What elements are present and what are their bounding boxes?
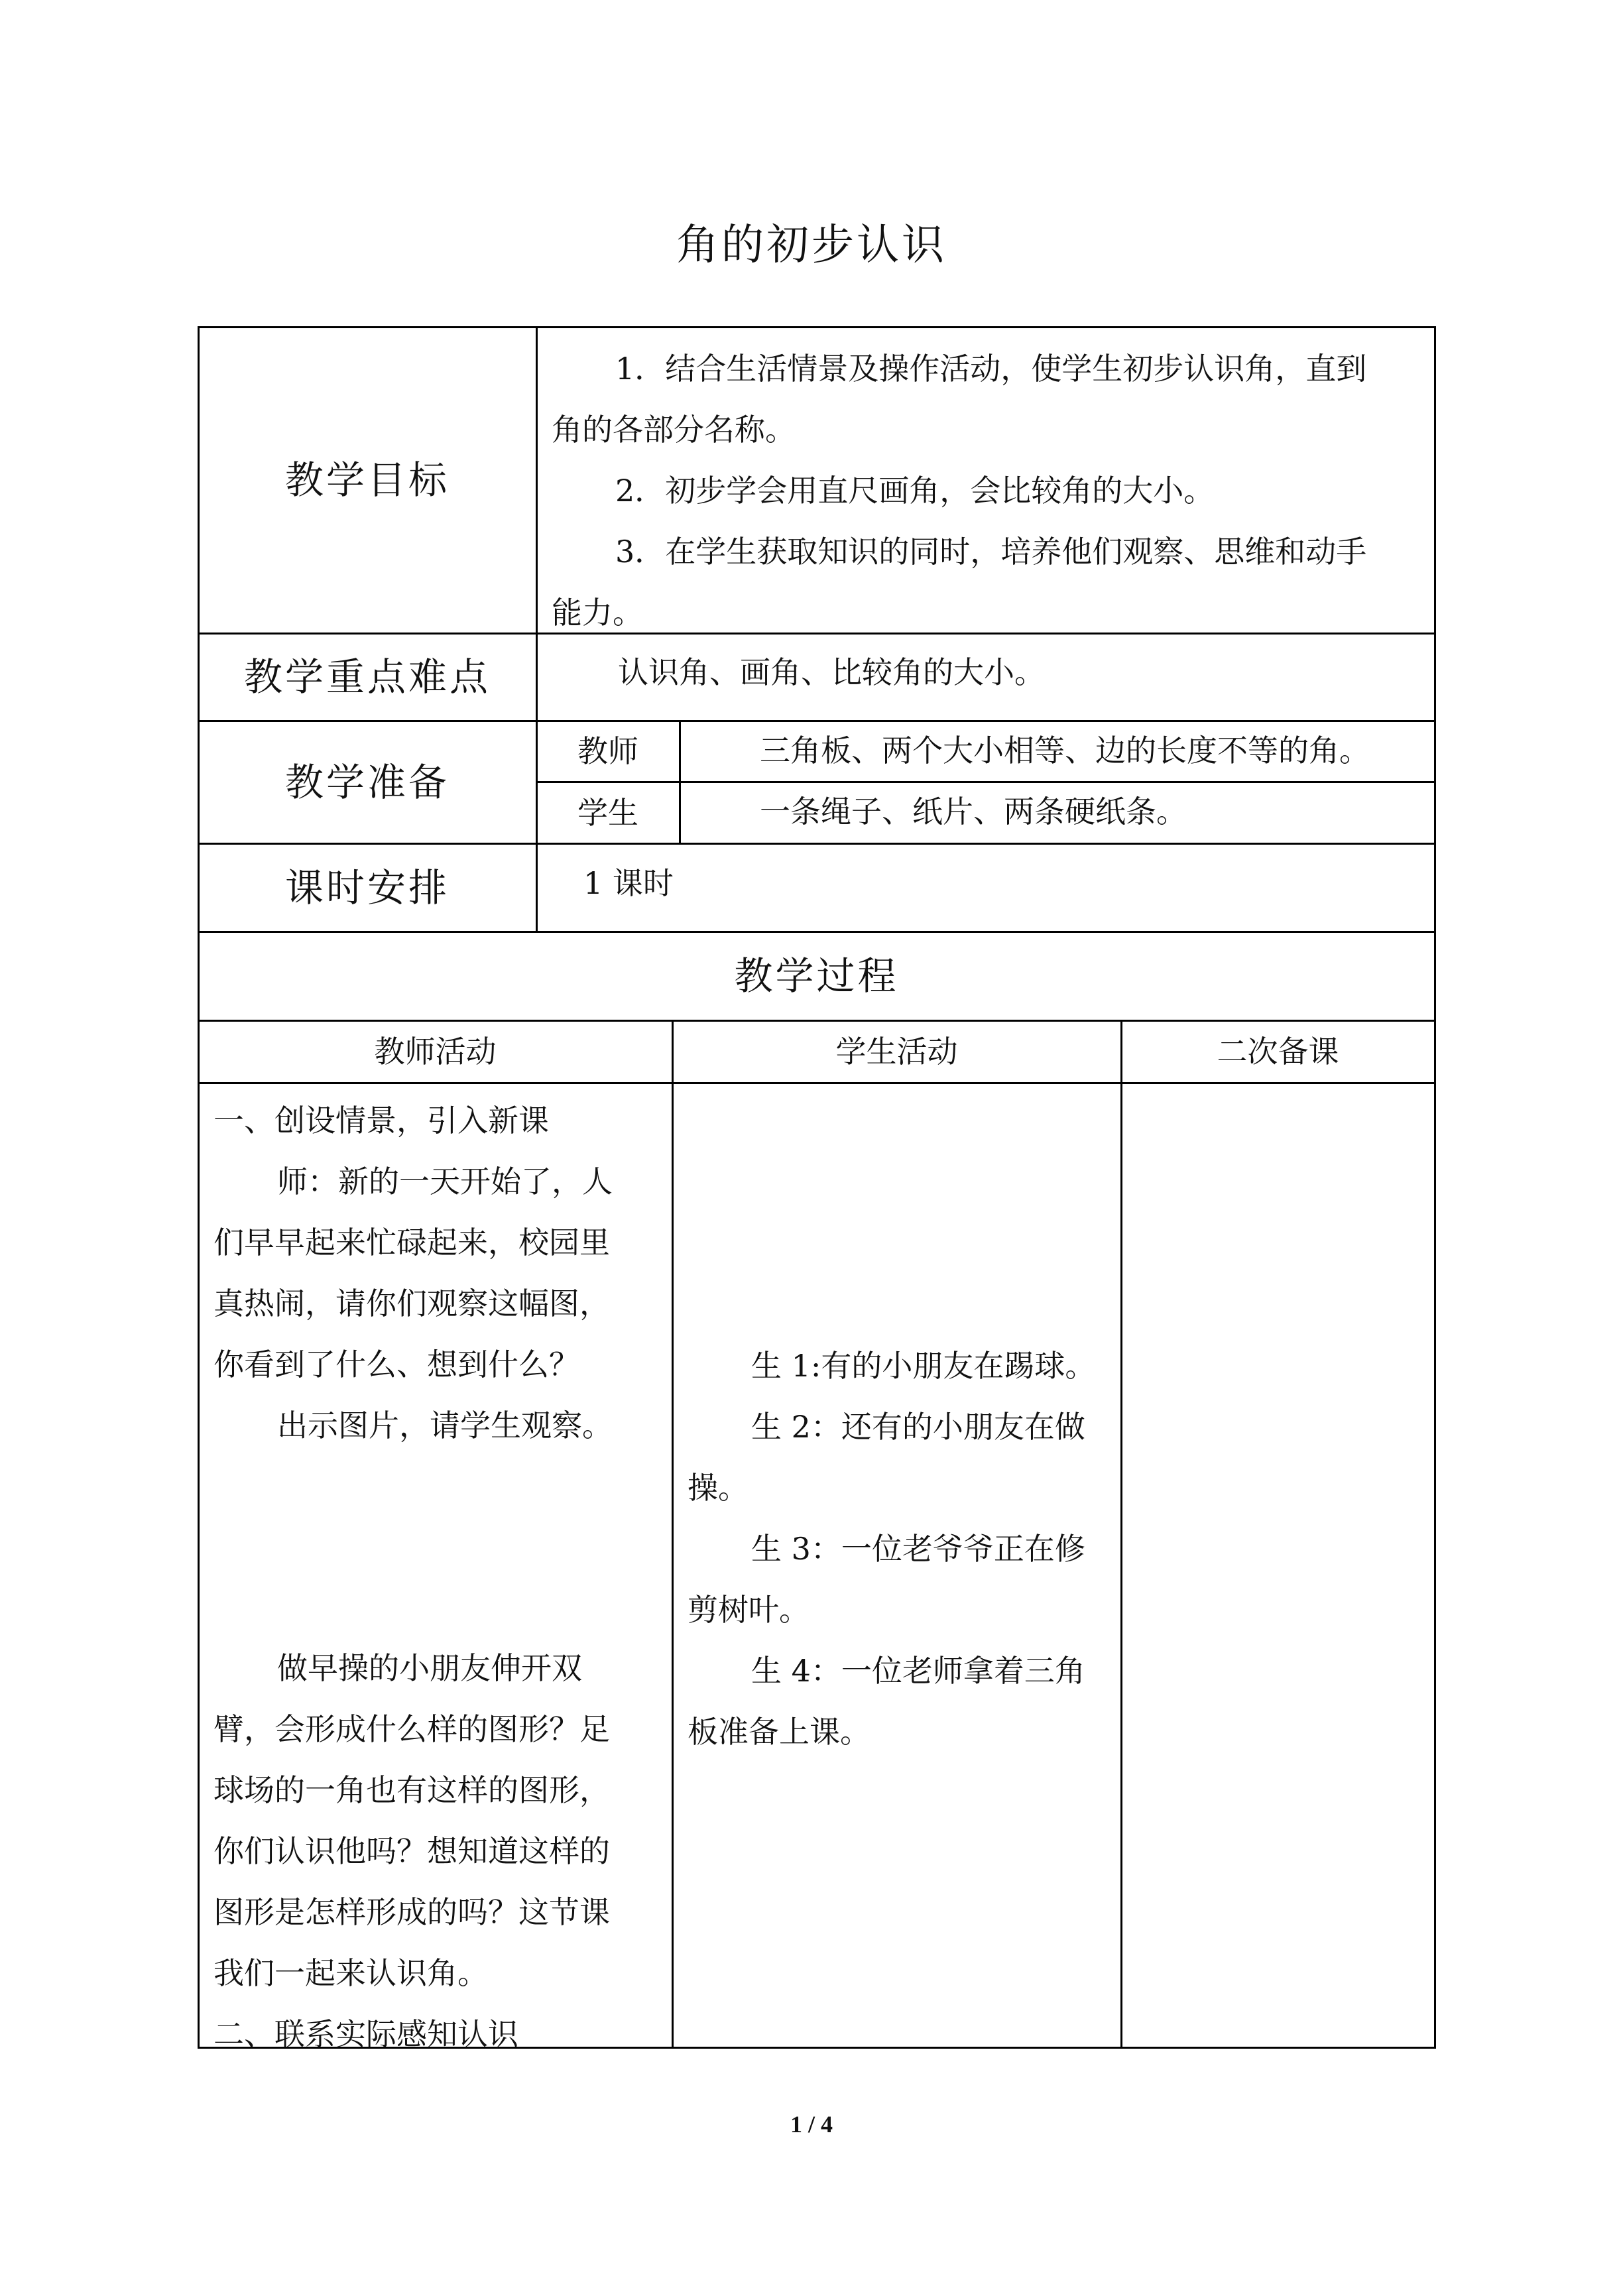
section-heading: 一、创设情景，引入新课 (213, 1103, 549, 1138)
preparation-label: 教学准备 (284, 759, 450, 805)
objectives-content (552, 338, 1427, 643)
col-divider (672, 1020, 674, 2049)
preparation-teacher-text: 三角板、两个大小相等、边的长度不等的角。 (760, 733, 1370, 768)
objective-line: 1．结合生活情景及操作活动，使学生初步认识角，直到 (615, 351, 1367, 387)
key-points-label: 教学重点难点 (243, 654, 491, 699)
objective-line: 能力。 (552, 595, 643, 631)
section-heading: 二、联系实际感知认识 (213, 2016, 518, 2052)
teacher-text-line: 真热闹，请你们观察这幅图， (213, 1286, 610, 1321)
teacher-text-line: 师：新的一天开始了，人 (277, 1164, 613, 1199)
objective-line: 角的各部分名称。 (552, 412, 796, 448)
teacher-text-line: 我们一起来认识角。 (213, 1955, 488, 1991)
teacher-text-line: 们早早起来忙碌起来，校园里 (213, 1225, 610, 1260)
student-text-line: 生 1:有的小朋友在踢球。 (751, 1348, 1096, 1384)
student-text-line: 剪树叶。 (688, 1592, 810, 1628)
page-number: 1 / 4 (790, 2111, 833, 2138)
student-text-line: 操。 (688, 1470, 749, 1506)
preparation-student-label: 学生 (577, 794, 638, 831)
objective-line: 3．在学生获取知识的同时，培养他们观察、思维和动手 (615, 534, 1367, 570)
column-header-notes: 二次备课 (1217, 1034, 1339, 1069)
teacher-text-line: 球场的一角也有这样的图形， (213, 1772, 610, 1808)
col-divider (1120, 1020, 1122, 2049)
col-divider (679, 720, 681, 845)
row-divider (198, 1082, 1436, 1084)
teacher-text-line: 你看到了什么、想到什么？ (213, 1347, 579, 1382)
student-text-line: 生 3：一位老爷爷正在修 (751, 1531, 1085, 1567)
student-text-line: 生 2：还有的小朋友在做 (751, 1409, 1085, 1445)
teacher-activity-section-2 (213, 1638, 610, 2065)
teacher-text-line: 图形是怎样形成的吗？这节课 (213, 1894, 610, 1930)
student-text-line: 板准备上课。 (688, 1714, 871, 1750)
schedule-label: 课时安排 (284, 865, 450, 910)
objectives-label: 教学目标 (284, 457, 450, 503)
column-header-student: 学生活动 (835, 1034, 958, 1069)
page-title: 角的初步认识 (676, 221, 947, 270)
teacher-text-line: 做早操的小朋友伸开双 (277, 1650, 582, 1686)
preparation-teacher-label: 教师 (577, 733, 638, 769)
column-header-teacher: 教师活动 (374, 1034, 497, 1069)
schedule-text: 1 课时 (583, 865, 674, 901)
teacher-text-line: 出示图片，请学生观察。 (277, 1408, 613, 1443)
teacher-activity-section-1 (213, 1090, 613, 1456)
objective-line: 2．初步学会用直尺画角，会比较角的大小。 (615, 473, 1215, 509)
teacher-text-line: 你们认识他吗？想知道这样的 (213, 1833, 610, 1869)
teacher-text-line: 臂，会形成什么样的图形？足 (213, 1711, 610, 1747)
process-title: 教学过程 (734, 953, 899, 998)
student-activity (688, 1335, 1095, 1762)
preparation-student-text: 一条绳子、纸片、两条硬纸条。 (760, 794, 1187, 829)
table-border-right (1434, 326, 1436, 2049)
key-points-text: 认识角、画角、比较角的大小。 (618, 654, 1045, 690)
student-text-line: 生 4：一位老师拿着三角 (751, 1653, 1085, 1689)
